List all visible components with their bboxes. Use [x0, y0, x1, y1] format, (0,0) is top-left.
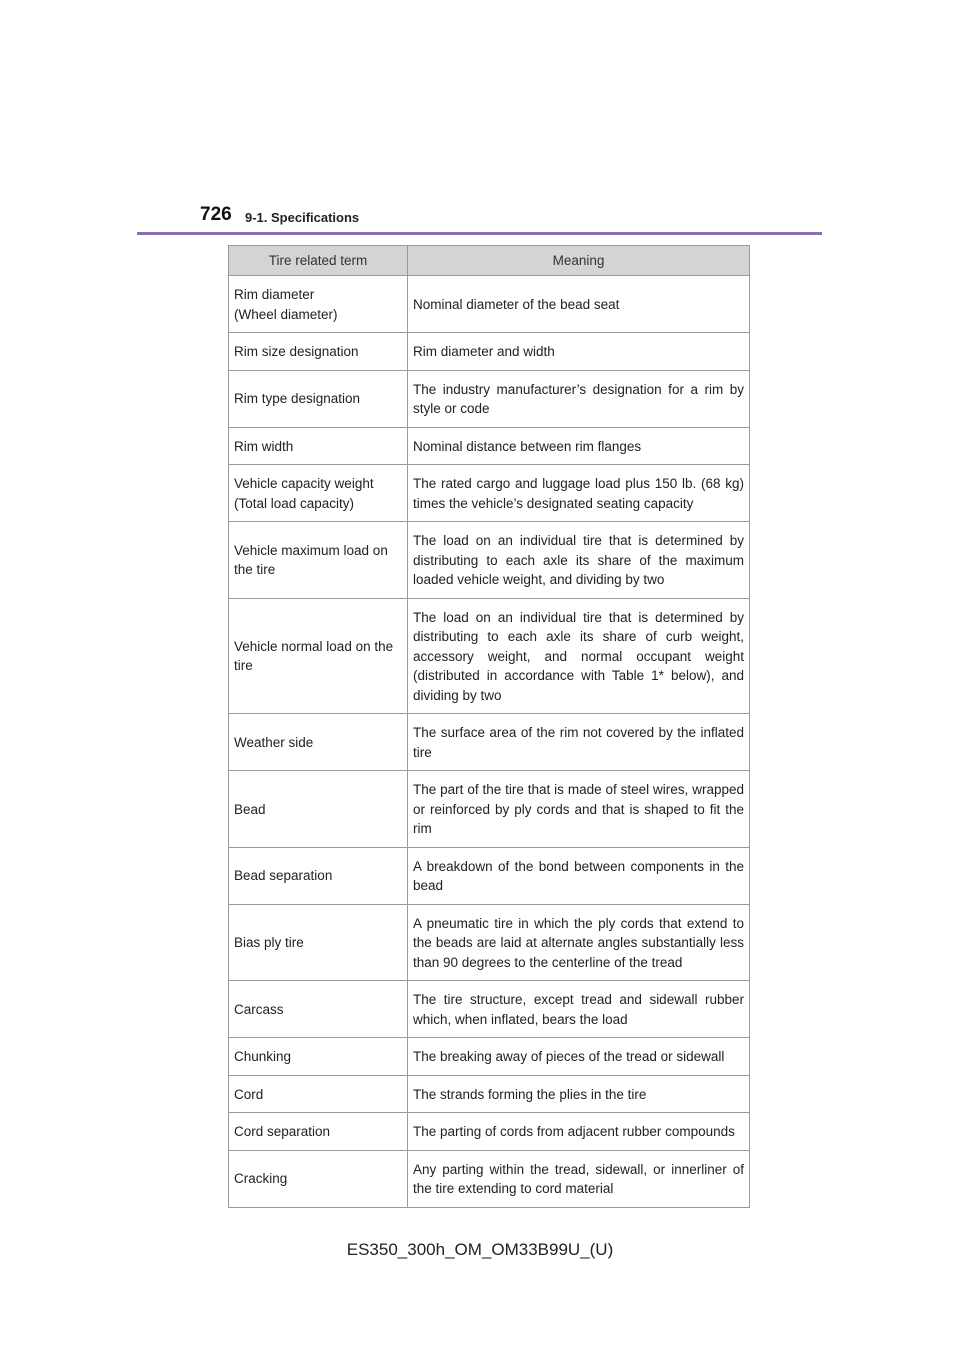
table-row: [229, 981, 750, 1038]
meaning-text: A breakdown of the bond between components in the bead: [413, 858, 744, 893]
table-row: [229, 598, 750, 714]
table-row: [229, 847, 750, 904]
meaning-text: Rim diameter and width: [413, 344, 555, 359]
term-cell: [229, 465, 408, 522]
term-cell: [229, 847, 408, 904]
term-text: Cord: [234, 1086, 264, 1102]
document-code: ES350_300h_OM_OM33B99U_(U): [346, 1240, 614, 1259]
meaning-text: The industry manufacturer’s designation for a rim by style or code: [413, 381, 744, 416]
header-divider: [137, 232, 822, 235]
table-row: [229, 771, 750, 848]
meaning-text: The surface area of the rim not covered by the inflated tire: [413, 725, 744, 760]
meaning-text: The rated cargo and luggage load plus 150 lb. (68 kg) times the vehicle’s designated seating capacity: [413, 476, 744, 511]
term-text: Cracking: [234, 1171, 288, 1187]
term-cell: [229, 427, 408, 465]
meaning-text: The parting of cords from adjacent rubber compounds: [413, 1124, 735, 1139]
term-cell: [229, 1150, 408, 1207]
table-row: [229, 522, 750, 599]
term-text: Cord separation: [234, 1124, 331, 1139]
meaning-text: Nominal diameter of the bead seat: [413, 296, 620, 312]
term-cell: [229, 1075, 408, 1113]
meaning-cell: [408, 714, 750, 771]
term-cell: [229, 1038, 408, 1076]
meaning-text: Any parting within the tread, sidewall, or innerliner of the tire extending to cord material: [413, 1161, 744, 1196]
table-row: [229, 427, 750, 465]
term-text: Weather side: [234, 734, 314, 750]
meaning-text: The breaking away of pieces of the tread or sidewall: [413, 1049, 725, 1064]
term-text: Rim width: [234, 438, 294, 454]
term-text: Bead: [234, 801, 266, 817]
table-row: [229, 333, 750, 371]
meaning-cell: [408, 771, 750, 848]
term-text: Chunking: [234, 1049, 292, 1064]
table-row: [229, 1150, 750, 1207]
term-cell: [229, 598, 408, 714]
meaning-cell: [408, 370, 750, 427]
table-row: [229, 465, 750, 522]
term-text: Rim diameter (Wheel diameter): [234, 287, 338, 322]
term-cell: [229, 771, 408, 848]
term-text: Vehicle maximum load on the tire: [234, 542, 388, 578]
meaning-cell: [408, 465, 750, 522]
term-cell: [229, 276, 408, 333]
meaning-text: The load on an individual tire that is determined by distributing to each axle its share of the maximum loaded vehicle weight, and dividing by two: [413, 533, 744, 587]
table-row: [229, 1038, 750, 1076]
meaning-text: The part of the tire that is made of steel wires, wrapped or reinforced by ply cords and that is shaped to fit the rim: [413, 782, 744, 836]
table-row: [229, 370, 750, 427]
meaning-cell: [408, 333, 750, 371]
page-number: 726: [200, 204, 232, 225]
meaning-text: The strands forming the plies in the tire: [413, 1086, 647, 1102]
term-text: Bias ply tire: [234, 935, 304, 950]
term-text: Bead separation: [234, 868, 333, 884]
term-text: Rim size designation: [234, 344, 359, 359]
term-cell: [229, 333, 408, 371]
meaning-cell: [408, 598, 750, 714]
term-text: Vehicle capacity weight (Total load capacity): [234, 476, 374, 511]
meaning-cell: [408, 904, 750, 981]
term-text: Vehicle normal load on the tire: [234, 638, 394, 674]
term-cell: [229, 714, 408, 771]
meaning-text: The load on an individual tire that is determined by distributing to each axle its share of curb weight, accessory weight, and normal occupant weight (distributed in accordance with Table 1* below), and dividing by two: [413, 609, 744, 703]
column-header-meaning: Meaning: [408, 246, 750, 276]
table-row: [229, 714, 750, 771]
meaning-text: Nominal distance between rim flanges: [413, 438, 642, 454]
table-row: [229, 1113, 750, 1151]
meaning-cell: [408, 847, 750, 904]
section-title: 9-1. Specifications: [245, 210, 360, 225]
term-cell: [229, 1113, 408, 1151]
page-header: [200, 200, 820, 230]
meaning-cell: [408, 1113, 750, 1151]
table-row: [229, 276, 750, 333]
table-body: [229, 276, 750, 1208]
table-row: [229, 904, 750, 981]
meaning-cell: [408, 1038, 750, 1076]
meaning-cell: [408, 1075, 750, 1113]
meaning-cell: [408, 1150, 750, 1207]
meaning-cell: [408, 981, 750, 1038]
meaning-cell: [408, 276, 750, 333]
meaning-cell: [408, 522, 750, 599]
term-cell: [229, 981, 408, 1038]
meaning-text: A pneumatic tire in which the ply cords that extend to the beads are laid at alternate angles substantially less than 90 degrees to the centerline of the tread: [413, 915, 744, 970]
term-text: Rim type designation: [234, 391, 361, 407]
term-cell: [229, 904, 408, 981]
table-header-row: [229, 246, 750, 276]
meaning-text: The tire structure, except tread and sidewall rubber which, when inflated, bears the load: [413, 992, 744, 1027]
meaning-cell: [408, 427, 750, 465]
term-text: Carcass: [234, 1001, 284, 1017]
term-cell: [229, 370, 408, 427]
tire-terms-table: [228, 245, 750, 1208]
table-row: [229, 1075, 750, 1113]
column-header-term: Tire related term: [229, 246, 408, 276]
term-cell: [229, 522, 408, 599]
